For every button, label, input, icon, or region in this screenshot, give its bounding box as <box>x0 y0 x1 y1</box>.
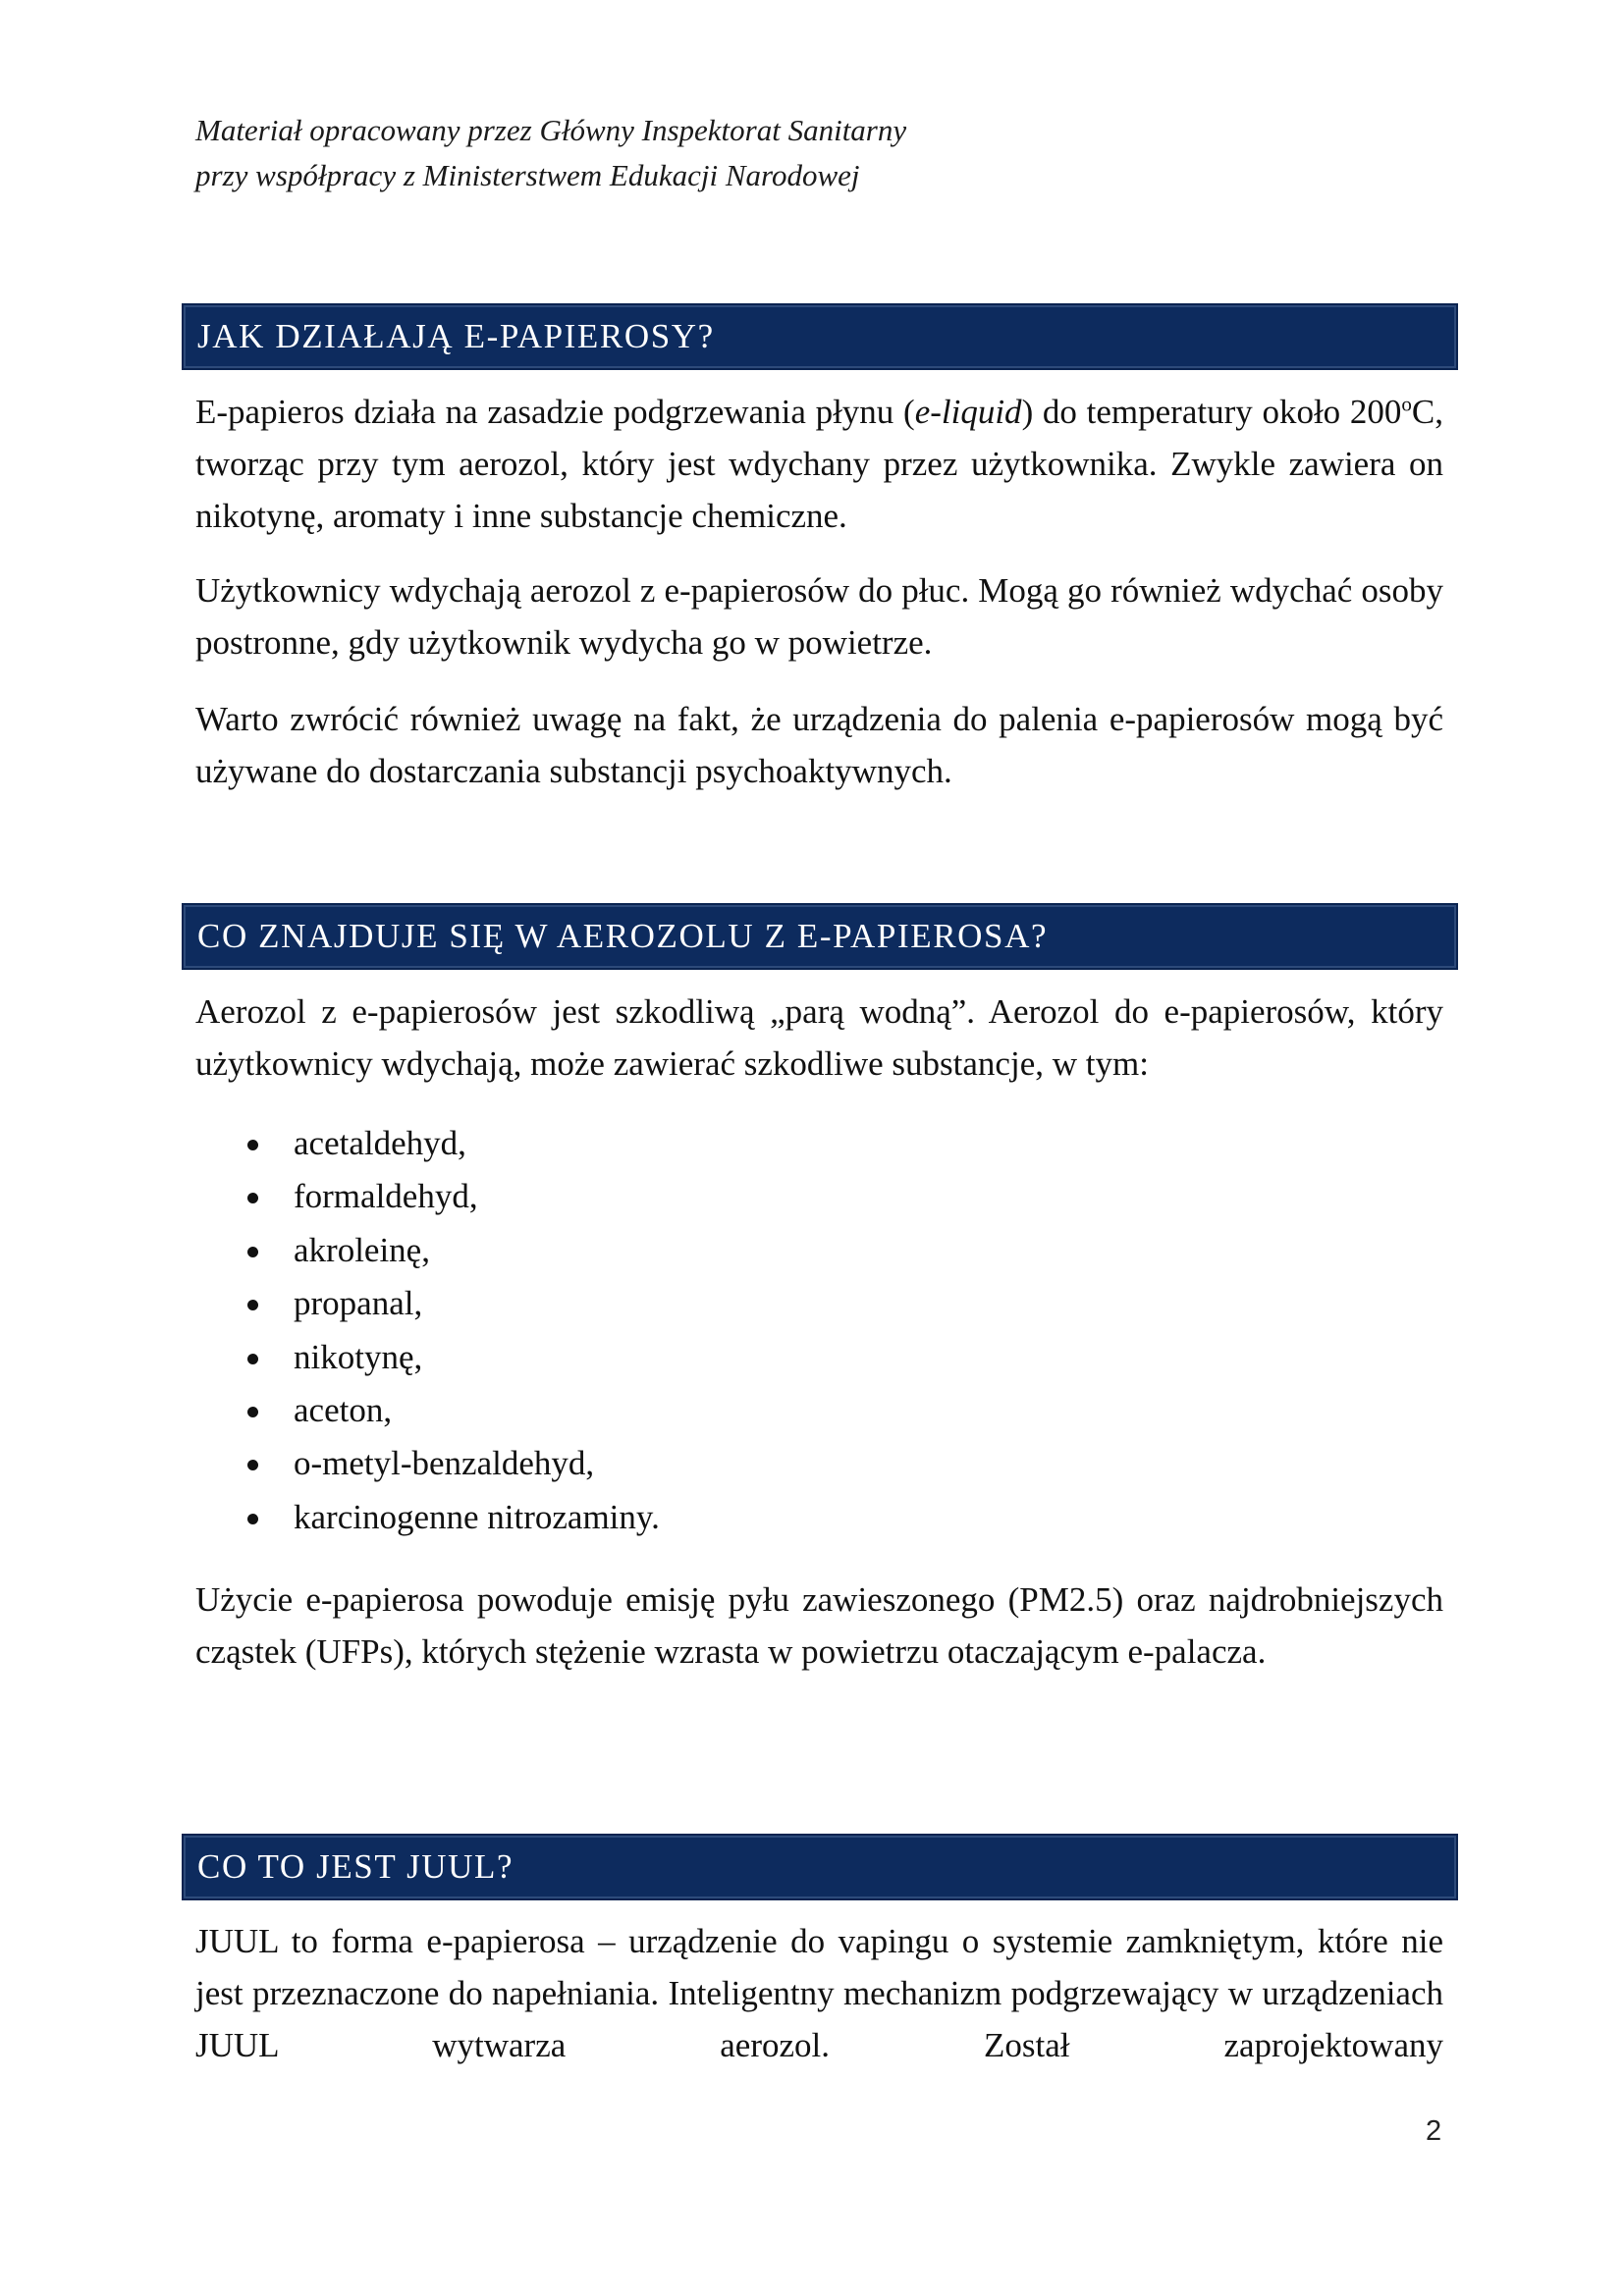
text-run: C, tworząc przy tym aerozol, który jest wdychany przez użytkownika. Zwykle zawiera on nikotynę, aromaty i inne substancje chemiczne. <box>195 393 1444 535</box>
bullet-icon <box>247 1193 258 1203</box>
paragraph-particulate-matter: Użycie e-papierosa powoduje emisję pyłu zawieszonego (PM2.5) oraz najdrobniejszych cząstek (UFPs), których stężenie wzrasta w powietrzu otaczającym e-palacza. <box>195 1580 1443 1671</box>
italic-term: e-liquid <box>914 393 1022 431</box>
paragraph-how-it-works <box>195 386 1443 542</box>
header-line-1: Materiał opracowany przez Główny Inspektorat Sanitarny <box>195 113 907 147</box>
paragraph-aerosol-intro: Aerozol z e-papierosów jest szkodliwą „parą wodną”. Aerozol do e-papierosów, który użytkownicy wdychają, może zawierać szkodliwe substancje, w tym: <box>195 992 1443 1083</box>
bullet-icon <box>247 1247 258 1257</box>
list-item-text: akroleinę, <box>294 1230 430 1269</box>
list-item-text: nikotynę, <box>294 1337 423 1376</box>
list-item <box>245 1384 1227 1437</box>
paragraph-inhalation: Użytkownicy wdychają aerozol z e-papierosów do płuc. Mogą go również wdychać osoby postronne, gdy użytkownik wydycha go w powietrze. <box>195 571 1443 662</box>
list-item <box>245 1491 1227 1544</box>
list-item <box>245 1277 1227 1330</box>
section-heading: CO ZNAJDUJE SIĘ W AEROZOLU Z E-PAPIEROSA? <box>197 917 1049 955</box>
list-item <box>245 1170 1227 1223</box>
bullet-icon <box>247 1140 258 1150</box>
list-item-text: propanal, <box>294 1284 423 1323</box>
text-run: E-papieros działa na zasadzie podgrzewania płynu ( <box>195 393 915 431</box>
list-item-text: o-metyl-benzaldehyd, <box>294 1444 595 1483</box>
bullet-icon <box>247 1407 258 1417</box>
bullet-icon <box>247 1460 258 1470</box>
bullet-icon <box>247 1514 258 1524</box>
list-item <box>245 1224 1227 1277</box>
bullet-icon <box>247 1300 258 1310</box>
degree-superscript: o <box>1401 392 1412 416</box>
list-item-text: acetaldehyd, <box>294 1124 466 1162</box>
paragraph-psychoactive: Warto zwrócić również uwagę na fakt, że urządzenia do palenia e-papierosów mogą być używane do dostarczania substancji psychoaktywnych. <box>195 700 1443 790</box>
list-item <box>245 1331 1227 1384</box>
list-item <box>245 1437 1227 1490</box>
document-header-note <box>195 108 1374 198</box>
section-heading-bar <box>182 303 1458 370</box>
page-number: 2 <box>1426 2115 1442 2147</box>
section-heading: JAK DZIAŁAJĄ E-PAPIEROSY? <box>197 317 715 355</box>
section-heading: CO TO JEST JUUL? <box>197 1847 514 1886</box>
list-item-text: karcinogenne nitrozaminy. <box>294 1497 660 1536</box>
header-line-2: przy współpracy z Ministerstwem Edukacji Narodowej <box>195 158 860 192</box>
list-item-text: aceton, <box>294 1390 393 1429</box>
section-heading-bar <box>182 1834 1458 1900</box>
paragraph-juul: JUUL to forma e-papierosa – urządzenie do vapingu o systemie zamkniętym, które nie jest przeznaczone do napełniania. Inteligentny mechanizm podgrzewający w urządzeniach JUUL wytwarza aerozol. Został zaprojektowany <box>195 1922 1443 2064</box>
list-item-text: formaldehyd, <box>294 1177 478 1216</box>
harmful-substances-list <box>245 1117 1227 1544</box>
section-heading-bar <box>182 903 1458 970</box>
bullet-icon <box>247 1354 258 1364</box>
list-item <box>245 1117 1227 1170</box>
text-run: ) do temperatury około 200 <box>1021 393 1402 431</box>
